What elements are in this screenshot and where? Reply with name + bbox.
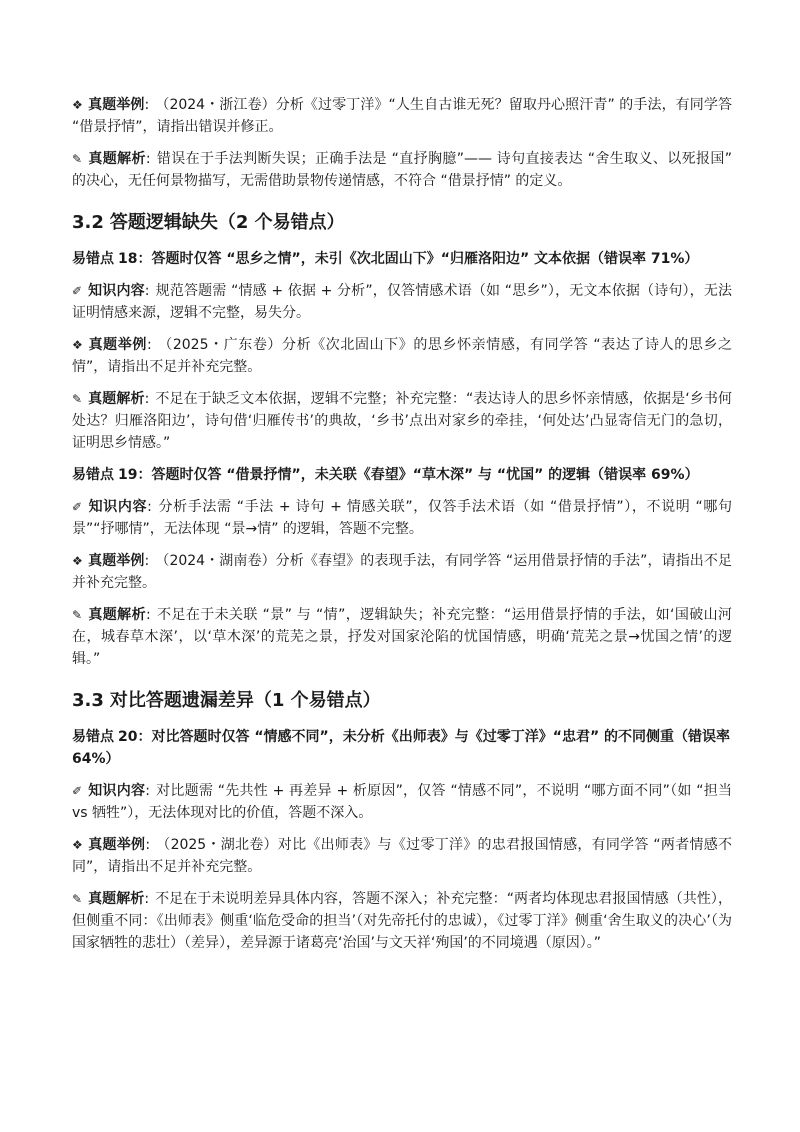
- knowledge-label: 知识内容: [88, 283, 145, 299]
- analysis-label: 真题解析: [88, 607, 146, 623]
- error-point-heading: [72, 726, 732, 770]
- analysis-paragraph: [72, 604, 732, 670]
- label-colon: :: [146, 337, 152, 353]
- pencil-icon: ✎: [72, 892, 83, 906]
- label-colon: :: [145, 837, 151, 853]
- knowledge-text: 规范答题需 “情感 + 依据 + 分析”，仅答情感术语（如 “思乡”），无文本依据（诗句），无法证明情感来源，逻辑不完整，易失分。: [72, 283, 733, 321]
- pencil-icon: ✎: [72, 152, 83, 166]
- label-colon: :: [144, 553, 150, 569]
- analysis-text: 错误在于手法判断失误；正确手法是 “直抒胸臆”—— 诗句直接表达 “舍生取义、以死报国” 的决心，无任何景物描写，无需借助景物传递情感，不符合 “借景抒情” 的定义。: [72, 151, 732, 189]
- error-point-label: 易错点: [72, 729, 114, 745]
- label-colon: :: [144, 891, 150, 907]
- knowledge-text: 对比题需 “先共性 + 再差异 + 析原因”，仅答 “情感不同”，不说明 “哪方面不同”（如 “担当 vs 牺牲”），无法体现对比的价值，答题不深入。: [72, 783, 733, 821]
- pen-icon: ✐: [72, 284, 83, 298]
- knowledge-paragraph: [72, 780, 732, 824]
- diamond-bullet-icon: ❖: [72, 838, 83, 852]
- error-point-label: 易错点: [72, 467, 114, 483]
- analysis-text: 不足在于缺乏文本依据，逻辑不完整；补充完整：“表达诗人的思乡怀亲情感，依据是‘乡书何处达？归雁洛阳边’，诗句借‘归雁传书’的典故，‘乡书’点出对家乡的牵挂，‘何处达’凸显寄信无门的急切，证明思乡情感。”: [72, 391, 732, 451]
- example-label: 真题举例: [88, 553, 145, 569]
- label-colon: :: [144, 283, 150, 299]
- analysis-label: 真题解析: [88, 891, 145, 907]
- example-label: 真题举例: [88, 97, 145, 113]
- pen-icon: ✐: [72, 500, 83, 514]
- label-colon: :: [144, 97, 150, 113]
- label-colon: :: [144, 391, 150, 407]
- analysis-label: 真题解析: [88, 151, 146, 167]
- error-point-label: 易错点: [72, 251, 114, 267]
- section-number: 3.3: [72, 690, 104, 711]
- knowledge-label: 知识内容: [88, 499, 148, 515]
- example-label: 真题举例: [88, 337, 147, 353]
- example-text: （2024・浙江卷）分析《过零丁洋》“人生自古谁无死？留取丹心照汗青” 的手法，有同学答 “借景抒情”，请指出错误并修正。: [72, 97, 732, 135]
- example-text: （2025・广东卷）分析《次北固山下》的思乡怀亲情感，有同学答 “表达了诗人的思乡之情”，请指出不足并补充完整。: [72, 337, 732, 375]
- pencil-icon: ✎: [72, 392, 83, 406]
- error-point-heading: [72, 248, 732, 270]
- error-point-text: 19：答题时仅答 “借景抒情”，未关联《春望》“草木深” 与 “忧国” 的逻辑（错误率 69%）: [118, 467, 699, 483]
- analysis-paragraph: [72, 388, 732, 454]
- label-colon: :: [147, 499, 152, 515]
- error-point-text: 18：答题时仅答 “思乡之情”，未引《次北固山下》“归雁洛阳边” 文本依据（错误率 71%）: [118, 251, 699, 267]
- example-text: （2024・湖南卷）分析《春望》的表现手法，有同学答 “运用借景抒情的手法”，请指出不足并补充完整。: [72, 553, 732, 591]
- section-title: 答题逻辑缺失（2 个易错点）: [109, 212, 345, 233]
- section-number: 3.2: [72, 212, 104, 233]
- knowledge-text: 分析手法需 “手法 + 诗句 + 情感关联”，仅答手法术语（如 “借景抒情”），不说明 “哪句景”“抒哪情”，无法体现 “景→情” 的逻辑，答题不完整。: [72, 499, 732, 537]
- pen-icon: ✐: [72, 784, 83, 798]
- label-colon: :: [145, 607, 151, 623]
- analysis-text: 不足在于未关联 “景” 与 “情”，逻辑缺失；补充完整：“运用借景抒情的手法，如‘国破山河在，城春草木深’，以‘草木深’的荒芜之景，抒发对国家沦陷的忧国情感，明确‘荒芜之景→忧国之情’的逻辑。”: [72, 607, 732, 667]
- example-paragraph: [72, 550, 732, 594]
- analysis-paragraph: [72, 888, 732, 954]
- section-heading: [72, 688, 732, 714]
- example-paragraph: [72, 94, 732, 138]
- knowledge-paragraph: [72, 496, 732, 540]
- error-point-heading: [72, 464, 732, 486]
- knowledge-paragraph: [72, 280, 732, 324]
- example-paragraph: [72, 334, 732, 378]
- analysis-label: 真题解析: [88, 391, 145, 407]
- label-colon: :: [145, 783, 150, 799]
- section-heading: [72, 210, 732, 236]
- diamond-bullet-icon: ❖: [72, 98, 83, 112]
- analysis-paragraph: [72, 148, 732, 192]
- example-paragraph: [72, 834, 732, 878]
- diamond-bullet-icon: ❖: [72, 554, 83, 568]
- pencil-icon: ✎: [72, 608, 83, 622]
- example-text: （2025・湖北卷）对比《出师表》与《过零丁洋》的忠君报国情感，有同学答 “两者情感不同”，请指出不足并补充完整。: [72, 837, 732, 875]
- analysis-text: 不足在于未说明差异具体内容，答题不深入；补充完整：“两者均体现忠君报国情感（共性），但侧重不同：《出师表》侧重‘临危受命的担当’（对先帝托付的忠诚），《过零丁洋》侧重‘舍生取义的决心’（为国家牺牲的悲壮）（差异），差异源于诸葛亮‘治国’与文天祥‘殉国’的不同境遇（原因）。”: [72, 891, 732, 951]
- label-colon: :: [145, 151, 151, 167]
- example-label: 真题举例: [88, 837, 146, 853]
- error-point-text: 20：对比答题时仅答 “情感不同”，未分析《出师表》与《过零丁洋》“忠君” 的不同侧重（错误率 64%）: [72, 729, 731, 767]
- document-page: [72, 94, 732, 964]
- section-title: 对比答题遗漏差异（1 个易错点）: [109, 690, 381, 711]
- knowledge-label: 知识内容: [88, 783, 146, 799]
- diamond-bullet-icon: ❖: [72, 338, 83, 352]
